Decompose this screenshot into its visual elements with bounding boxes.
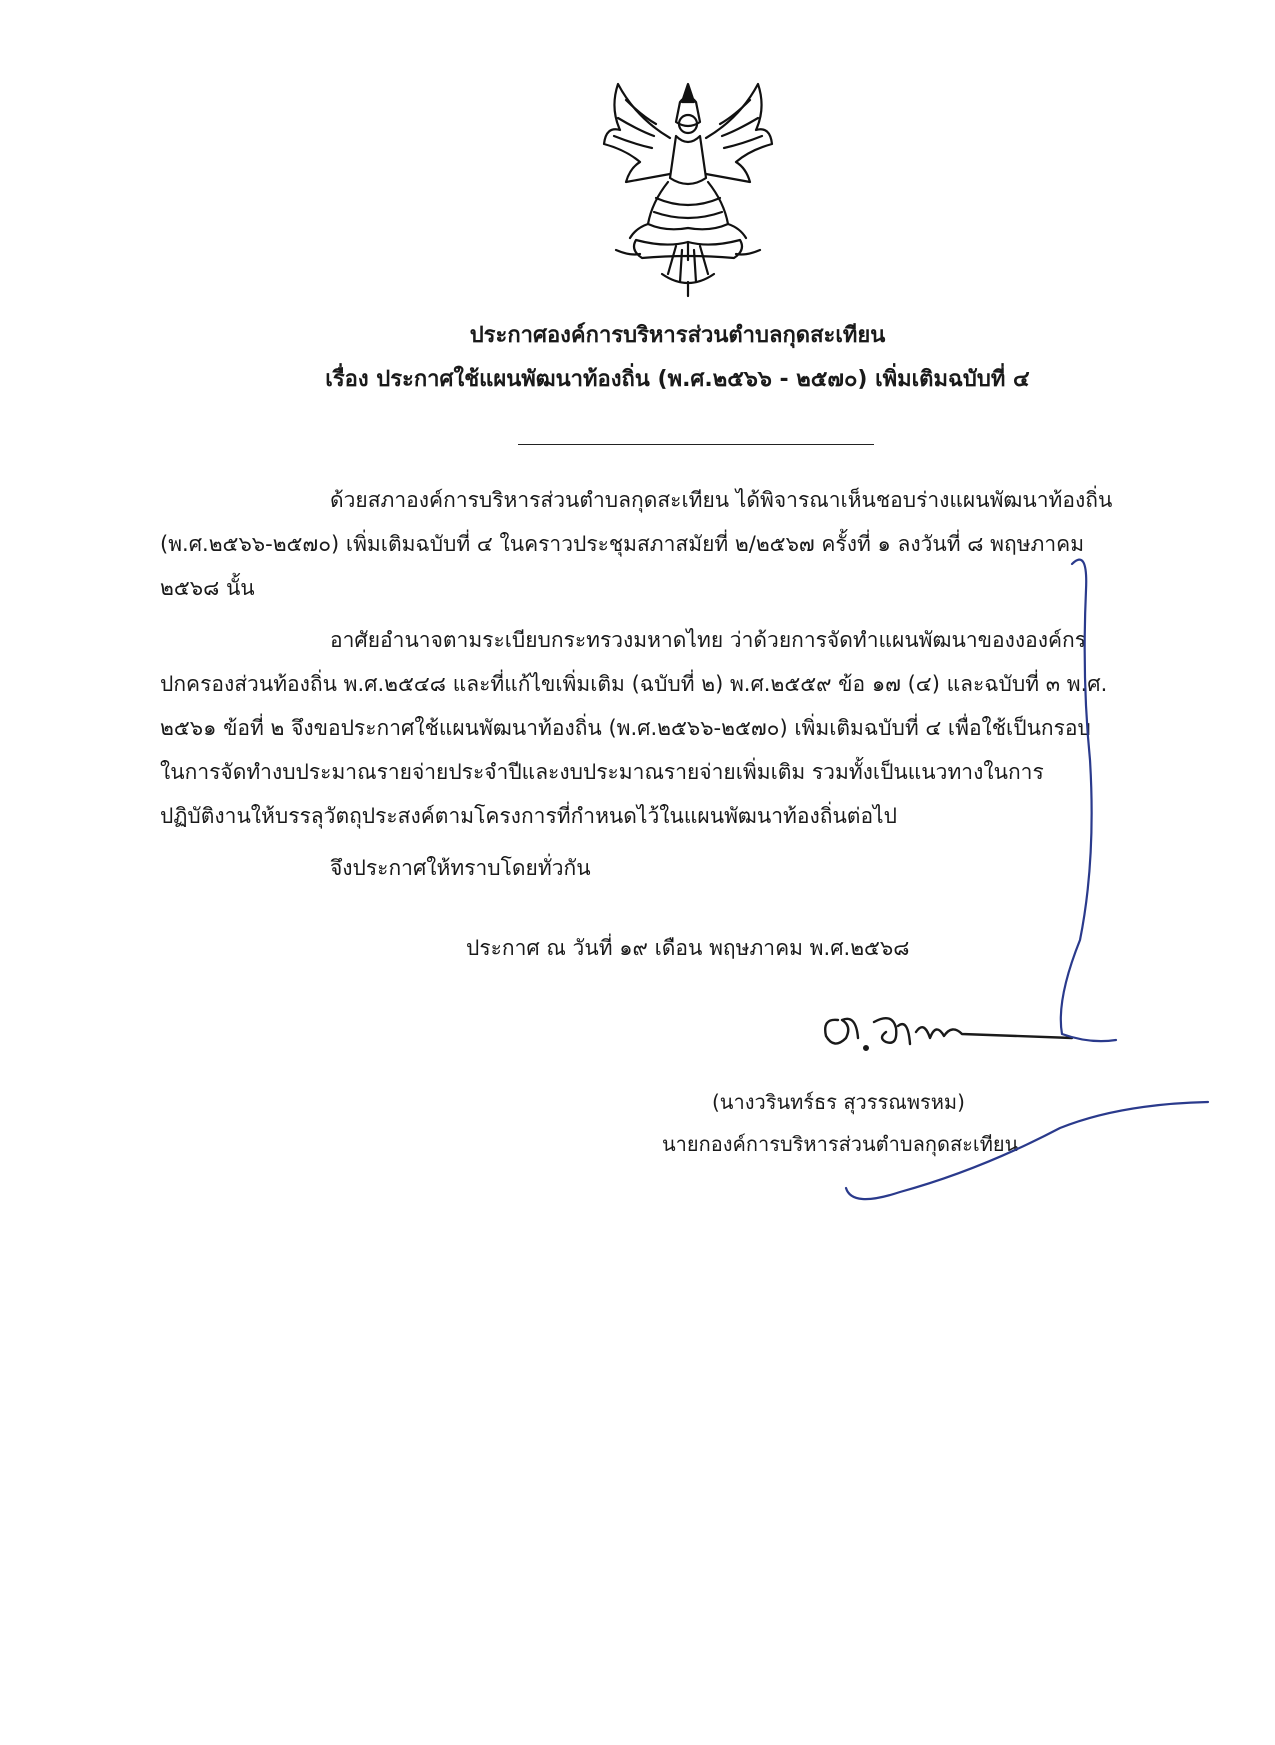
- title-divider: [518, 444, 874, 445]
- paragraph-2-line: ในการจัดทำงบประมาณรายจ่ายประจำปีและงบประมาณรายจ่ายเพิ่มเติม รวมทั้งเป็นแนวทางในการ: [160, 760, 1044, 784]
- signatory-position: นายกองค์การบริหารส่วนตำบลกุดสะเทียน: [662, 1132, 1019, 1156]
- paragraph-1-line: (พ.ศ.๒๕๖๖-๒๕๗๐) เพิ่มเติมฉบับที่ ๔ ในคราวประชุมสภาสมัยที่ ๒/๒๕๖๗ ครั้งที่ ๑ ลงวันที่ ๘ พฤษภาคม: [160, 532, 1085, 556]
- paragraph-2-line: ปกครองส่วนท้องถิ่น พ.ศ.๒๕๔๘ และที่แก้ไขเพิ่มเติม (ฉบับที่ ๒) พ.ศ.๒๕๕๙ ข้อ ๑๗ (๔) และฉบับที่ ๓ พ.ศ.: [160, 672, 1108, 696]
- paragraph-2: [160, 618, 1180, 838]
- paragraph-1-line: ๒๕๖๘ นั้น: [160, 576, 255, 600]
- announcement-title: ประกาศองค์การบริหารส่วนตำบลกุดสะเทียน: [469, 323, 886, 348]
- garuda-emblem: [596, 78, 780, 300]
- signatory-name: (นางวรินทร์ธร สุวรรณพรหม): [712, 1090, 965, 1114]
- closing-statement: จึงประกาศให้ทราบโดยทั่วกัน: [330, 856, 591, 880]
- paragraph-1-line: ด้วยสภาองค์การบริหารส่วนตำบลกุดสะเทียน ได้พิจารณาเห็นชอบร่างแผนพัฒนาท้องถิ่น: [330, 488, 1113, 512]
- announcement-date: ประกาศ ณ วันที่ ๑๙ เดือน พฤษภาคม พ.ศ.๒๕๖๘: [466, 936, 910, 960]
- paragraph-2-line: ๒๕๖๑ ข้อที่ ๒ จึงขอประกาศใช้แผนพัฒนาท้องถิ่น (พ.ศ.๒๕๖๖-๒๕๗๐) เพิ่มเติมฉบับที่ ๔ เพื่อใช้เป็นกรอบ: [160, 716, 1091, 740]
- paragraph-1: [160, 478, 1180, 610]
- handwritten-signature: [812, 998, 1132, 1064]
- paragraph-2-line: ปฏิบัติงานให้บรรลุวัตถุประสงค์ตามโครงการที่กำหนดไว้ในแผนพัฒนาท้องถิ่นต่อไป: [160, 804, 897, 828]
- announcement-subject: เรื่อง ประกาศใช้แผนพัฒนาท้องถิ่น (พ.ศ.๒๕๖๖ - ๒๕๗๐) เพิ่มเติมฉบับที่ ๔: [325, 367, 1030, 392]
- paragraph-2-line: อาศัยอำนาจตามระเบียบกระทรวงมหาดไทย ว่าด้วยการจัดทำแผนพัฒนาของงองค์กร: [330, 628, 1087, 652]
